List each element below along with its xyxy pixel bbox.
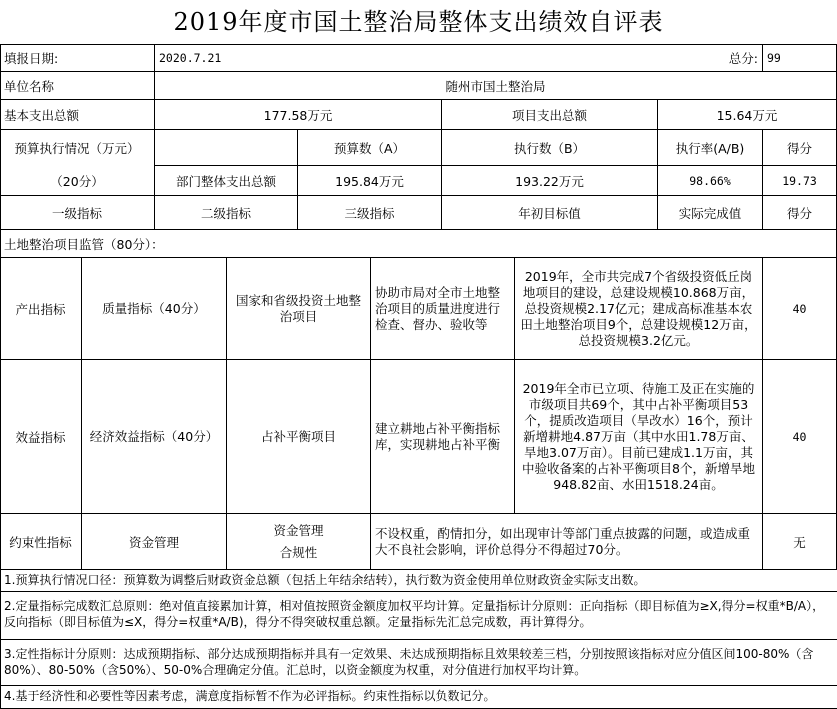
- project-expenditure-label: 项目支出总额: [442, 100, 658, 130]
- budget-score-value: 19.73: [763, 166, 837, 196]
- budget-column-header: 预算数（A）: [298, 130, 442, 166]
- execution-column-header: 执行数（B）: [442, 130, 658, 166]
- target-header: 年初目标值: [442, 196, 658, 230]
- benefit-level3: 占补平衡项目: [227, 360, 371, 514]
- constraint-level1: 约束性指标: [0, 514, 82, 570]
- benefit-level1: 效益指标: [0, 360, 82, 514]
- basic-expenditure-value: 177.58万元: [155, 100, 442, 130]
- constraint-level3-fund: 资金管理: [273, 522, 324, 538]
- project-expenditure-value: 15.64万元: [658, 100, 837, 130]
- constraint-level3-compliance: 合规性: [279, 544, 318, 560]
- constraint-level2: 资金管理: [82, 514, 227, 570]
- note-3: 3.定性指标计分原则：达成预期指标、部分达成预期指标并具有一定效果、未达成预期指标且效果较差三档，分别按照该指标对应分值区间100-80%（含80%）、80-50%（含50%）、50-0%合理确定分值。汇总时，以资金额度为权重，对分值进行加权平均计算。: [0, 640, 837, 686]
- total-score-label: 总分:: [705, 44, 763, 72]
- total-score-value: 99: [763, 44, 837, 72]
- output-level2: 质量指标（40分）: [82, 258, 227, 360]
- actual-header: 实际完成值: [658, 196, 763, 230]
- benefit-level2: 经济效益指标（40分）: [82, 360, 227, 514]
- unit-name-label: 单位名称: [0, 72, 155, 100]
- budget-value: 195.84万元: [298, 166, 442, 196]
- output-level3: 国家和省级投资土地整治项目: [227, 258, 371, 360]
- execution-rate-value: 98.66%: [658, 166, 763, 196]
- benefit-target: 建立耕地占补平衡指标库，实现耕地占补平衡: [371, 360, 515, 514]
- level1-header: 一级指标: [0, 196, 155, 230]
- department-total-label: 部门整体支出总额: [155, 166, 298, 196]
- unit-name-value: 随州市国土整治局: [155, 72, 837, 100]
- level2-header: 二级指标: [155, 196, 298, 230]
- constraint-rule: 不设权重，酌情扣分，如出现审计等部门重点披露的问题，或造成重大不良社会影响，评价总得分不得超过70分。: [371, 514, 763, 570]
- section-title: 土地整治项目监管（80分）：: [0, 230, 837, 258]
- execution-value: 193.22万元: [442, 166, 658, 196]
- output-score: 40: [763, 258, 837, 360]
- budget-execution-label: 预算执行情况（万元）: [0, 130, 155, 166]
- budget-blank-cell: [155, 130, 298, 166]
- fill-date-label: 填报日期:: [0, 44, 155, 72]
- score-header: 得分: [763, 196, 837, 230]
- constraint-level3: [227, 514, 371, 570]
- sheet-title: 2019年度市国土整治局整体支出绩效自评表: [0, 0, 837, 45]
- note-2: 2.定量指标完成数汇总原则：绝对值直接累加计算，相对值按照资金额度加权平均计算。定量指标计分原则：正向指标（即目标值为≥X,得分=权重*B/A），反向指标（即目标值为≤X，得分=权重*A/B)，得分不得突破权重总额。定量指标先汇总完成数，再计算得分。: [0, 592, 837, 640]
- rate-column-header: 执行率(A/B): [658, 130, 763, 166]
- note-4: 4.基于经济性和必要性等因素考虑，满意度指标暂不作为必评指标。约束性指标以负数记分。: [0, 686, 837, 709]
- basic-expenditure-label: 基本支出总额: [0, 100, 155, 130]
- output-target: 协助市局对全市土地整治项目的质量进度进行检查、督办、验收等: [371, 258, 515, 360]
- level3-header: 三级指标: [298, 196, 442, 230]
- fill-date-value: 2020.7.21: [155, 44, 705, 72]
- output-level1: 产出指标: [0, 258, 82, 360]
- benefit-score: 40: [763, 360, 837, 514]
- benefit-actual: 2019年全市已立项、待施工及正在实施的市级项目共69个，其中占补平衡项目53个，提质改造项目（旱改水）16个，预计新增耕地4.87万亩（其中水田1.78万亩、旱地3.07万亩）。目前已建成1.1万亩，其中验收备案的占补平衡项目8个，新增旱地948.82亩、水田1518.24亩。: [515, 360, 763, 514]
- score-column-header: 得分: [763, 130, 837, 166]
- budget-points: （20分）: [0, 166, 155, 196]
- constraint-score: 无: [763, 514, 837, 570]
- output-actual: 2019年，全市共完成7个省级投资低丘岗地项目的建设，总建设规模10.868万亩，总投资规模2.17亿元；建成高标准基本农田土地整治项目9个，总建设规模12万亩，总投资规模3.2亿元。: [515, 258, 763, 360]
- note-1: 1.预算执行情况口径：预算数为调整后财政资金总额（包括上年结余结转），执行数为资金使用单位财政资金实际支出数。: [0, 570, 837, 592]
